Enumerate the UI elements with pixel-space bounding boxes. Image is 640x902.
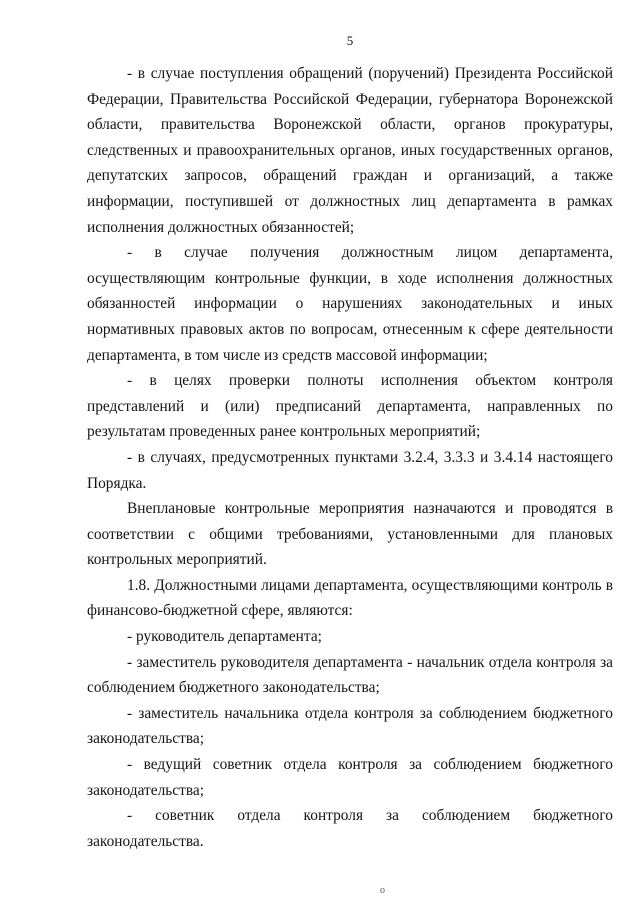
- paragraph-unscheduled-events: Внеплановые контрольные мероприятия назначаются и проводятся в соответствии с общими требованиями, установленными для плановых контрольных мероприятий.: [87, 500, 613, 569]
- paragraph-appeals: - в случае поступления обращений (поручений) Президента Российской Федерации, Правительства Российской Федерации, губернатора Воронежской области, правительства Воронежской области, органов прокуратуры, следственных и правоохранительных органов, иных государственных органов, депутатских запросов, обращений граждан и организаций, а также информации, поступившей от должностных лиц департамента в рамках исполнения должностных обязанностей;: [87, 65, 613, 236]
- paragraph-verification: - в целях проверки полноты исполнения объектом контроля представлений и (или) предписаний департамента, направленных по результатам проведенных ранее контрольных мероприятий;: [87, 372, 613, 441]
- paragraph-officials-heading: 1.8. Должностными лицами департамента, осуществляющими контроль в финансово-бюджетной сфере, являются:: [87, 576, 613, 620]
- list-item-head-of-department: - руководитель департамента;: [127, 628, 322, 646]
- paragraph-violation-info: - в случае получения должностным лицом департамента, осуществляющим контрольные функции, в ходе исполнения должностных обязанностей информации о нарушениях законодательных и иных нормативных правовых актов по вопросам, отнесенным к сфере деятельности департамента, в том числе из средств массовой информации;: [87, 244, 613, 364]
- paragraph-cases: - в случаях, предусмотренных пунктами 3.2.4, 3.3.3 и 3.4.14 настоящего Порядка.: [87, 448, 613, 492]
- footer-mark: o: [380, 885, 385, 896]
- list-item-lead-advisor: - ведущий советник отдела контроля за соблюдением бюджетного законодательства;: [87, 756, 613, 799]
- page-number: 5: [346, 33, 354, 48]
- body-text: [87, 61, 613, 854]
- list-item-deputy-chief: - заместитель начальника отдела контроля за соблюдением бюджетного законодательства;: [87, 704, 613, 748]
- list-item-advisor: - советник отдела контроля за соблюдением бюджетного законодательства.: [87, 807, 613, 850]
- list-item-deputy-head: - заместитель руководителя департамента - начальник отдела контроля за соблюдением бюджетного законодательства;: [87, 653, 613, 697]
